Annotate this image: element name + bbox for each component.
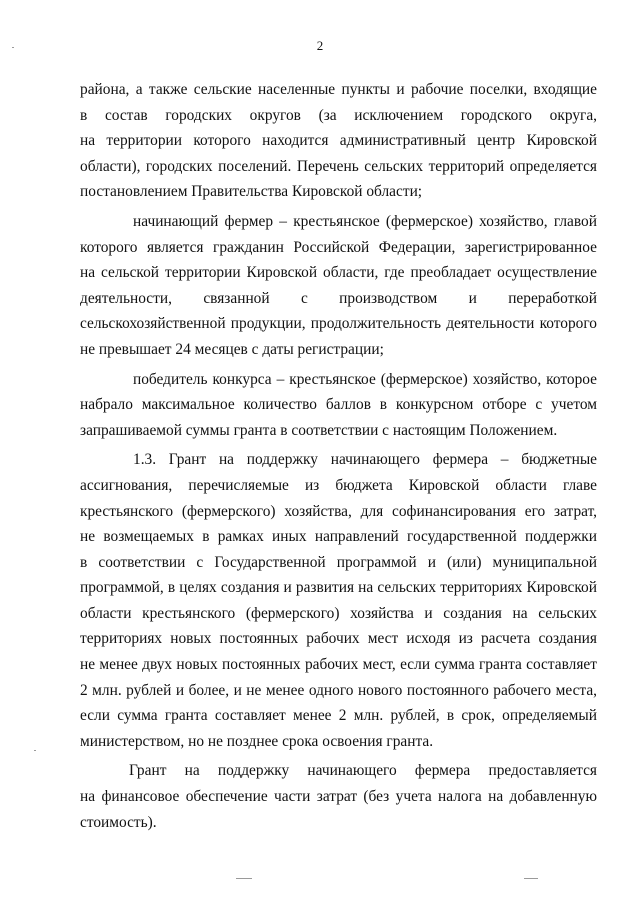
text-line: области крестьянского (фермерского) хозяйства и создания на сельских [80,604,597,622]
text-line: стоимость). [80,813,157,831]
scan-speck [524,878,538,879]
text-line: 1.3. Грант на поддержку начинающего фермера – бюджетные [133,451,597,469]
text-line: на финансовое обеспечение части затрат (без учета налога на добавленную [80,788,597,806]
text-line: набрало максимальное количество баллов в конкурсном отборе с учетом [80,396,597,414]
text-line: победитель конкурса – крестьянское (фермерское) хозяйство, которое [133,370,597,388]
text-line: деятельности, связанной с производством и переработкой [80,289,597,307]
text-line: на территории которого находится административный центр Кировской [80,132,597,150]
text-line: крестьянского (фермерского) хозяйства, для софинансирования его затрат, [80,502,597,520]
text-line: области), городских поселений. Перечень сельских территорий определяется [80,157,597,175]
text-line: на сельской территории Кировской области, где преобладает осуществление [80,264,597,282]
page-number: 2 [316,38,324,53]
text-line: запрашиваемой суммы гранта в соответствии с настоящим Положением. [80,421,558,439]
text-line: района, а также сельские населенные пункты и рабочие поселки, входящие [80,81,597,98]
scan-speck [12,47,14,48]
text-line: если сумма гранта составляет менее 2 млн. рублей, в срок, определяемый [80,707,597,725]
text-line: постановлением Правительства Кировской области; [80,183,423,201]
scan-speck [34,750,36,751]
text-line: не превышает 24 месяцев с даты регистрации; [80,340,384,358]
text-line: которого является гражданин Российской Федерации, зарегистрированное [80,238,597,256]
text-line: в соответствии с Государственной программой и (или) муниципальной [80,553,597,571]
text-line: территориях новых постоянных рабочих мест исходя из расчета создания [80,630,597,648]
text-line: ассигнования, перечисляемые из бюджета Кировской области главе [80,476,597,494]
text-line: Грант на поддержку начинающего фермера предоставляется [129,762,597,780]
text-line: начинающий фермер – крестьянское (фермерское) хозяйство, главой [133,212,597,230]
text-line: в состав городских округов (за исключением городского округа, [80,106,597,124]
text-line: 2 млн. рублей и более, и не менее одного нового постоянного рабочего места, [80,681,597,699]
text-line: сельскохозяйственной продукции, продолжительность деятельности которого [80,315,597,333]
paragraph-section-1-3 [80,447,597,754]
paragraph-grant-purpose [80,758,597,835]
paragraph-beginning-farmer [80,209,597,363]
paragraph-competition-winner [80,367,597,444]
paragraph-rural-territories [80,77,597,205]
text-line: министерством, но не позднее срока освоения гранта. [80,732,434,750]
document-body [80,77,597,835]
scan-speck [236,878,252,879]
text-line: не менее двух новых постоянных рабочих мест, если сумма гранта составляет [80,656,597,674]
text-line: программой, в целях создания и развития на сельских территориях Кировской [80,579,597,597]
text-line: не возмещаемых в рамках иных направлений государственной поддержки [80,528,597,546]
